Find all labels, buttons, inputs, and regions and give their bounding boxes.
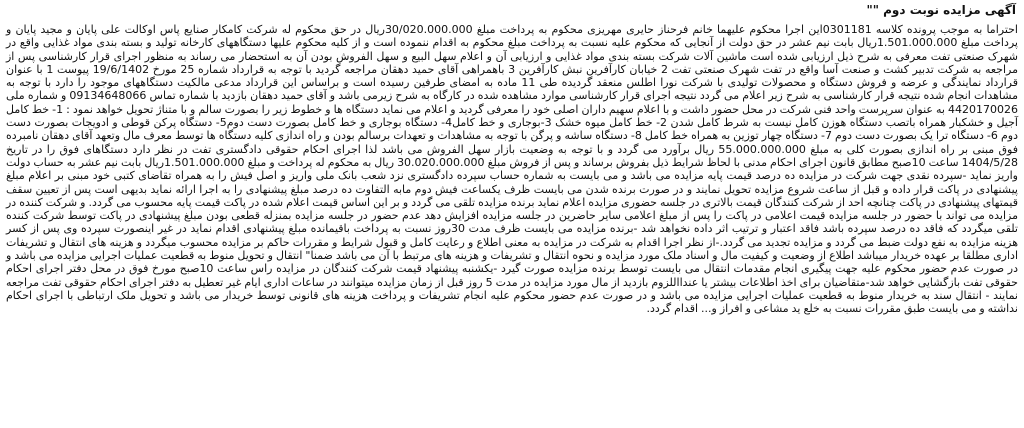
auction-notice [6, 0, 1018, 428]
notice-title: آگهی مزایده نوبت دوم "" [866, 3, 1016, 17]
notice-body-text: احتراما به موجب پرونده کلاسه 0301181این اجرا محکوم علیهما خانم فرحناز حایری مهریزی محکوم به پرداخت مبلغ 30/020.000.000ریال در حق محکوم له شرکت کامکار صنایع پاس اوکالت علی پایان و مجید پایان و پرداخت مبلغ 1.501.000.000ریال بابت نیم عشر در حق دولت از آنجایی که محکوم علیه نسبت به پرداخت مبلغ محکوم به اقدام ننموده است و از کلیه محکوم علیها دستگاههای کارخانه تولید و بسته بندی مواد غذایی واقع در شهرک صنعتی تفت معرفی به شرح ذیل ارزیابی شده است ماشین آلات شرکت بسته بندی مواد غذایی و ارزیابی آن و اعلام سهل البیع و سهل الفروش بودن آن به استحضار می رساند به منظور اجرای قرار کارشناسی پس از مراجعه به شرکت تدبیر کشت و صنعت آسا واقع در تفت شهرک صنعتی تفت 2 خیابان کارآفرین نبش کارآفرین 3 باهمراهی آقای حمید دهقان مراجعه گردید با توجه به قرارداد شماره 25 مورخ 19/6/1402 پیوست 1 با عنوان قرارداد نمایندگی و عرضه و فروش دستگاه و محصولات تولیدی با شرکت نورا اطلس منعقد گردیده طی 11 ماده به امضای طرفین رسیده است و براساس این قرارداد مدعی مالکیت دستگاههای موجود را دارد با توجه به مشاهدات انجام شده نتیجه قرار کارشناسی به شرح زیر اعلام می گردد نتیجه اجرای قرار کارشناسی موارد مشاهده شده در کارگاه به شرح زیرمی باشد و آقای حمید دهقان بازدید با شماره تماس 09134648066 و شماره ملی 4420170026 به عنوان سرپرست واحد فنی شرکت در محل حضور داشت و با اعلام سهیم داران اصلی خود را معرفی گردید و اعلام می نماید دستگاه ها و خطوط زیر را بصورت سالم و با متناژ تحویل خواهد نمود : 1- خط کامل آجیل و خشکبار همراه باتصب دستگاه هوزن کامل نیست به شرط کامل شدن 2- خط کامل میوه خشک 3-بوجاری و خط کامل4- دستگاه بوجاری و خط کامل بصورت دست دوم5- دستگاه پرکن قوطی و ادویجات بصورت دست دوم 6- دستگاه ترا یک بصورت دست دوم 7- دستگاه چهار توزین به همراه خط کامل 8- دستگاه ساشه و پرگن با توجه به مشاهدات و تعهدات برسالم بودن و راه اندازی کلیه دستگاه ها توسط معرف مال وتعهد آقای دهقان نامبرده فوق مبنی بر راه اندازی بصورت کلی به مبلغ 55.000.000.000 ریال برآورد می گردد و با توجه به وضعیت بازار سهل الفروش می باشد لذا اجرای احکام حقوقی دادگستری تفت در نظر دارد دستگاهای فوق را در تاریخ 1404/5/28 ساعت 10صبح مطابق قانون اجرای احکام مدنی با لحاظ شرایط ذیل بفروش برساند و پس از فروش مبلغ 30.020.000.000 ریال به محکوم له پرداخت و مبلغ 1.501.000.000ریال بابت نیم عشر به حساب دولت واریز نماید -سپرده نقدی جهت شرکت در مزایده ده درصد قیمت پایه مزایده می باشد و می بایست به شماره حساب سپرده دادگستری نزد شعب بانک ملی واریز و اصل فیش را به همراه تقاضای کتبی خود مبنی بر اعلام مبلغ پیشنهادی در پاکت قرار داده و قبل از ساعت شروع مزایده تحویل نمایند و در صورت برنده شدن می بایست ظرف یکساعت فیش دوم مابه التفاوت ده درصد مبلغ پیشنهادی را به اجرا ارائه نماید بدیهی است پس از تعیین سقف قیمتهای پیشنهادی در پاکت چنانچه احد از شرکت کنندگان قیمت بالاتری در جلسه حضوری مزایده اعلام نماید برنده مزایده تلقی می گردد و بر این اساس قیمت اعلام شده در پاکت قیمت پایه محسوب می گردد. و شرکت کننده در مزایده می تواند با حضور در جلسه مزایده قیمت اعلامی در پاکت را پس از مبلغ اعلامی سایر حاضرین در جلسه مزایده افزایش دهد عدم حضور در جلسه مزایده بمنزله قطعی بودن مبلغ پیشنهادی در پاکت توسط شرکت کننده تلقی میگردد که فاقد ده درصد سپرده باشد فاقد اعتبار و ترتیب اثر داده نخواهد شد -برنده مزایده می بایست ظرف مدت 30روز نسبت به پرداخت باقیمانده مبلغ پیشنهادی اقدام نماید در غیر اینصورت سپرده وی پس از کسر هزینه مزایده به نفع دولت ضبط می گردد و مزایده تجدید می گردد.-از نظر اجرا اقدام به شرکت در مزایده به معنی اطلاع و رعایت کامل و قبول شرایط و مقررات حاکم بر مزایده محسوب میگردد و هزینه های انتقال و تشریفات اداری مطلقا بر عهده خریدار میباشد اطلاع از وضعیت و کیفیت مال و اسناد ملک مورد مزایده و نحوه انتقال و تشریفات و هزینه های مرتبط با آن می باشد ضمنا" انتقال و تحویل منوط به قطعیت عملیات اجرایی مزایده می باشد و در صورت عدم حضور محکوم علیه جهت پیگیری انجام مقدمات انتقال می بایست توسط برنده مزایده صورت گیرد -یکشنبه پیشنهاد قیمت شرکت کنندگان در مزایده راس ساعت 10صبح مورخ فوق در محل دفتر اجرای احکام حقوقی تفت بازگشایی خواهد شد-متقاضیان برای اخذ اطلاعات بیشتر یا عندااللزوم بازدید از مال مورد مزایده در مدت 5 روز قبل از زمان مزایده میتوانند در ساعات اداری ایام غیر تعطیل به دفتر اجرای احکام حقوقی تفت مراجعه نمایند - انتقال سند به خریدار منوط به قطعیت عملیات اجرایی مزایده می باشد و در صورت عدم حضور محکوم علیه انجام تشریفات و پرداخت هزینه های قانونی توسط خریدار می باشد و تحویل ملک ارتباطی با اجرای احکام نداشته و می بایست طبق مقررات نسبت به خلع ید مشاعی و افراز و... اقدام گردد. [6, 23, 1019, 316]
